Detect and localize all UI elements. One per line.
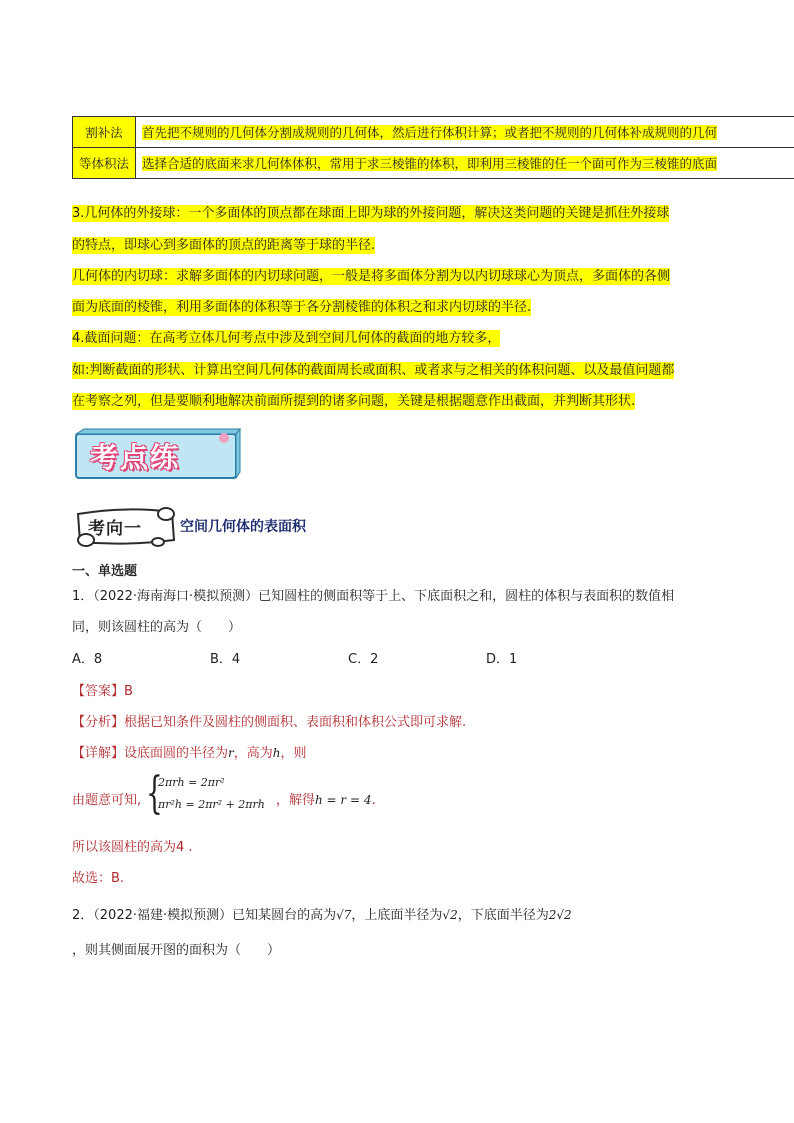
brace-icon: {	[146, 768, 163, 819]
table-row	[73, 117, 794, 148]
analysis-line	[72, 711, 466, 730]
question-stem: ，则其侧面展开图的面积为（ ）	[72, 943, 281, 958]
method-name: 割补法	[73, 117, 136, 148]
answer-line	[72, 680, 133, 699]
option-c: C．2	[348, 652, 379, 667]
question-stem: 同，则该圆柱的高为（ ）	[72, 620, 242, 635]
solve-end: .	[371, 793, 376, 808]
detail-text: ，高为	[233, 746, 273, 761]
option-d: D．1	[486, 652, 518, 667]
question-stem: 1．（2022·海南海口·模拟预测）已知圆柱的侧面积等于上、下底面积之和，圆柱的体积与表面积的数值相	[72, 589, 675, 604]
note-line: 如:判断截面的形状、计算出空间几何体的截面周长或面积、或者求与之相关的体积问题、以及最值问题都	[72, 363, 675, 378]
option-b: B．4	[210, 652, 241, 667]
question-stem	[72, 904, 572, 923]
given-text: 由题意可知,	[72, 793, 142, 808]
sqrt7: √7	[336, 908, 352, 922]
equation: 2πrh = 2πr²	[158, 776, 225, 789]
answer-tag: 【答案】	[72, 684, 125, 699]
banner-title: 考点练	[90, 441, 181, 474]
note-line: 的特点，即球心到多面体的顶点的距离等于球的半径.	[72, 238, 376, 253]
detail-text: ，则	[280, 746, 307, 761]
sqrt2: √2	[442, 908, 458, 922]
note-line: 几何体的内切球：求解多面体的内切球问题，一般是将多面体分割为以内切球球心为顶点，多面体的各侧	[72, 269, 671, 284]
analysis-tag: 【分析】	[72, 715, 125, 730]
method-name: 等体积法	[73, 148, 136, 179]
note-line: 在考察之列，但是要顺利地解决前面所提到的诸多问题，关键是根据题意作出截面，并判断其形状.	[72, 394, 636, 409]
method-desc: 选择合适的底面来求几何体体积，常用于求三棱锥的体积，即利用三棱锥的任一个面可作为三棱锥的底面	[142, 156, 718, 171]
analysis-text: 根据已知条件及圆柱的侧面积、表面积和体积公式即可求解.	[124, 715, 467, 730]
solve-equation: h = r = 4	[315, 793, 372, 807]
section-banner	[74, 428, 244, 482]
solve-line	[276, 789, 376, 808]
answer-value: B	[124, 684, 133, 699]
method-desc: 首先把不规则的几何体分割成规则的几何体，然后进行体积计算；或者把不规则的几何体补成规则的几何	[142, 125, 718, 140]
q2-text: ，下底面半径为	[457, 908, 549, 923]
detail-text: 设底面圆的半径为	[124, 746, 229, 761]
detail-line	[72, 742, 307, 761]
section-label: 一、单选题	[72, 564, 138, 579]
topic-title: 空间几何体的表面积	[180, 519, 306, 535]
table-row	[73, 148, 794, 179]
topic-badge	[74, 504, 178, 550]
choice: 故选：B.	[72, 871, 125, 886]
conclusion: 所以该圆柱的高为4 .	[72, 840, 193, 855]
note-line: 3.几何体的外接球：一个多面体的顶点都在球面上即为球的外接问题，解决这类问题的关键是抓住外接球	[72, 206, 670, 221]
equation-system	[146, 768, 286, 819]
badge-label: 考向一	[88, 519, 142, 539]
var-r: r	[228, 746, 234, 760]
q2-text: ，上底面半径为	[351, 908, 443, 923]
detail-tag: 【详解】	[72, 746, 125, 761]
note-line: 面为底面的棱锥，利用多面体的体积等于各分割棱锥的体积之和求内切球的半径.	[72, 300, 532, 315]
solve-text: ，解得	[276, 793, 316, 808]
note-line: 4.截面问题：在高考立体几何考点中涉及到空间几何体的截面的地方较多，	[72, 331, 501, 346]
var-h: h	[272, 746, 281, 760]
q2-text: 2．（2022·福建·模拟预测）已知某圆台的高为	[72, 908, 337, 923]
method-table	[72, 116, 794, 179]
equation: πr²h = 2πr² + 2πrh	[158, 798, 265, 811]
two-sqrt2: 2√2	[548, 908, 572, 922]
option-a: A．8	[72, 652, 103, 667]
